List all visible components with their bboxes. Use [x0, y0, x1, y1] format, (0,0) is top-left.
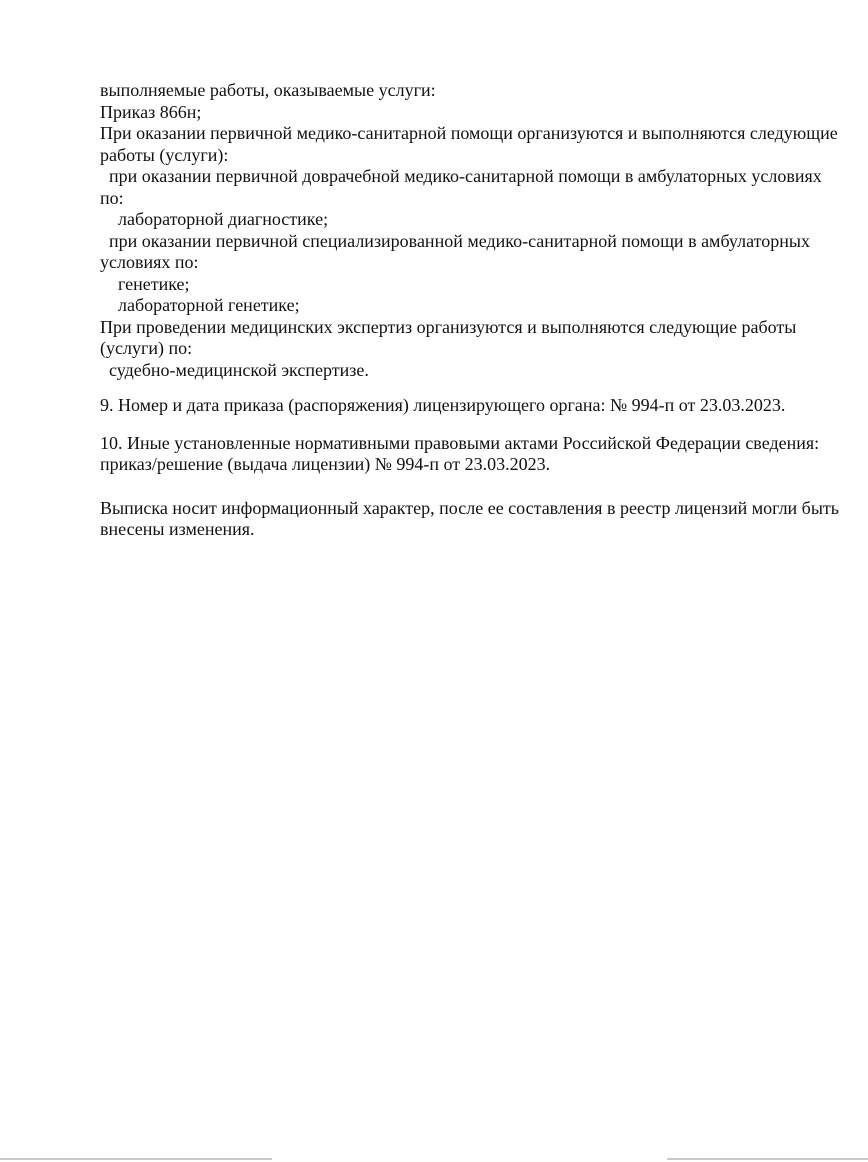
text-line: выполняемые работы, оказываемые услуги: [100, 80, 436, 100]
paragraph-disclaimer-note [100, 497, 840, 541]
text-line: судебно-медицинской экспертизе. [109, 359, 369, 380]
text-line: Выписка носит информационный характер, после ее составления в реестр лицензий могли быть [100, 497, 840, 518]
text-line: Приказ 866н; [100, 101, 202, 122]
text-line: приказ/решение (выдача лицензии) № 994-п от 23.03.2023. [100, 454, 551, 474]
paragraph-item-10 [100, 433, 830, 476]
text-line: лабораторной диагностике; [118, 209, 329, 229]
document-text [100, 80, 840, 541]
bottom-edge-line-left [0, 1158, 272, 1160]
text-line: (услуги) по: [100, 338, 193, 358]
text-line: 10. Иные установленные нормативными правовыми актами Российской Федерации сведения: [100, 432, 820, 453]
text-line: При проведении медицинских экспертиз организуются и выполняются следующие работы [100, 316, 797, 337]
text-line: при оказании первичной доврачебной медико-санитарной помощи в амбулаторных условиях [109, 166, 822, 186]
text-line: генетике; [118, 273, 190, 294]
text-line: по: [100, 187, 124, 208]
text-line: условиях по: [100, 252, 199, 272]
text-line: работы (услуги): [100, 144, 229, 165]
text-line: внесены изменения. [100, 519, 255, 539]
text-line: 9. Номер и дата приказа (распоряжения) лицензирующего органа: № 994-п от 23.03.2023. [100, 395, 786, 415]
text-line: при оказании первичной специализированной медико-санитарной помощи в амбулаторных [109, 230, 810, 251]
paragraph-works-services [100, 80, 838, 381]
bottom-edge-line-right [667, 1158, 868, 1160]
text-line: При оказании первичной медико-санитарной помощи организуются и выполняются следующие [100, 123, 838, 143]
paragraph-item-9 [100, 395, 830, 417]
text-line: лабораторной генетике; [118, 295, 300, 315]
